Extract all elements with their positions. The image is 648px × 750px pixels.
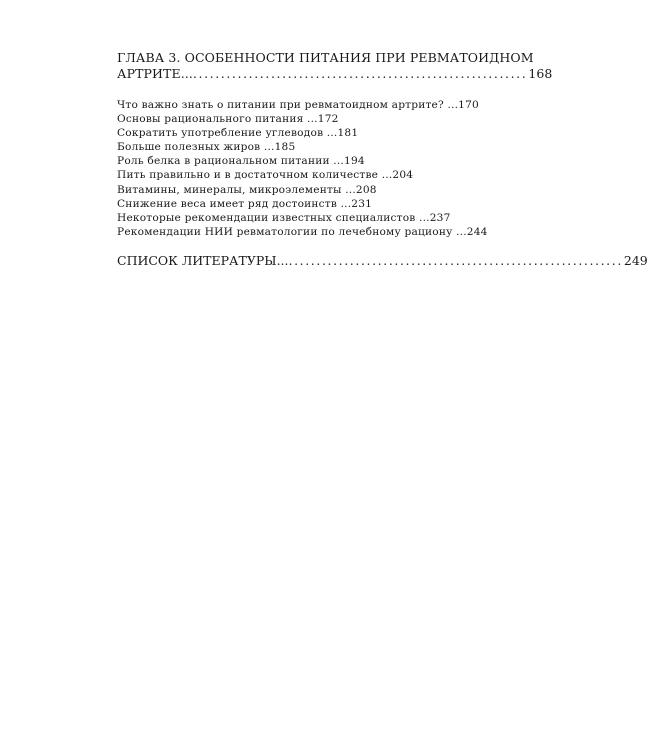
toc-entry: Сократить употребление углеводов ...181 [117,127,359,140]
dot-leader: ............................................................ [288,252,623,268]
toc-entry: Роль белка в рациональном питании ...194 [117,155,365,168]
toc-entry: Рекомендации НИИ ревматологии по лечебному рациону ...244 [117,225,488,238]
toc-entry: Пить правильно и в достаточном количестве ...204 [117,169,414,182]
dot-leader: ............................................................ [192,66,528,81]
chapter-title-line-1: ГЛАВА 3. ОСОБЕННОСТИ ПИТАНИЯ ПРИ РЕВМАТОИДНОМ [117,50,534,65]
toc-entry: Витамины, минералы, микроэлементы ...208 [117,183,377,196]
chapter-title-line-2 [117,66,553,82]
bibliography-entry [117,252,648,269]
bibliography-page-number: 249 [623,252,648,268]
section-list [117,98,497,239]
chapter-heading [117,50,553,82]
toc-entry: Основы рационального питания ...172 [117,113,339,126]
table-of-contents [117,50,648,269]
toc-entry: Снижение веса имеет ряд достоинств ...231 [117,197,373,210]
bibliography-title: СПИСОК ЛИТЕРАТУРЫ... [117,252,289,268]
toc-entry: Больше полезных жиров ...185 [117,141,296,154]
chapter-title-continuation: АРТРИТЕ... [117,66,193,81]
toc-entry: Некоторые рекомендации известных специалистов ...237 [117,211,451,224]
chapter-page-number: 168 [528,66,553,81]
toc-entry: Что важно знать о питании при ревматоидном артрите? ...170 [117,99,479,111]
